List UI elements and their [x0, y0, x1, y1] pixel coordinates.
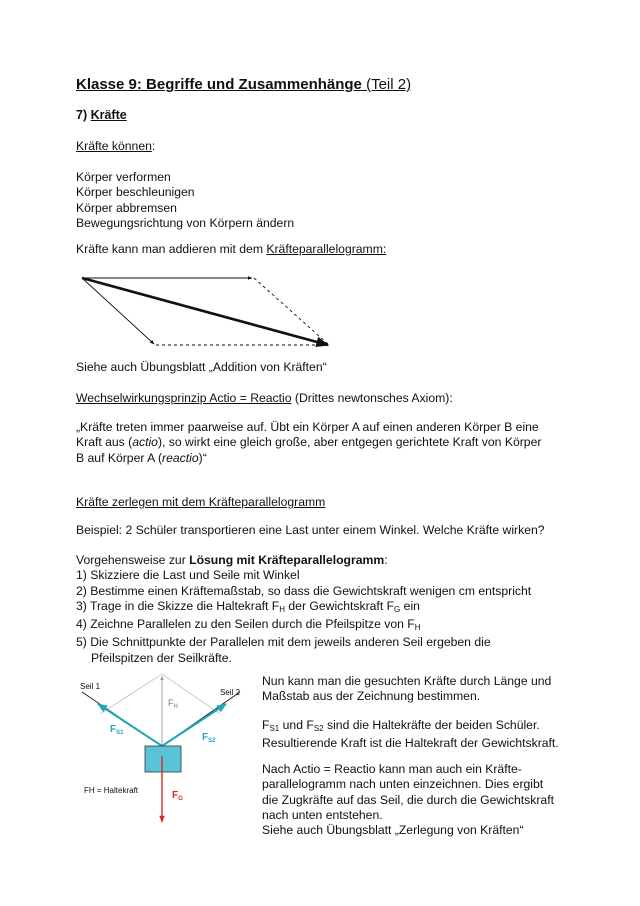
procedure-step: 2) Bestimme einen Kräftemaßstab, so dass die Gewichtskraft wenigen cm entspricht	[76, 583, 532, 598]
procedure-step	[76, 617, 531, 635]
label-seil-2: Seil 2	[220, 688, 241, 697]
step-subscript: G	[394, 604, 401, 614]
explanation-p3	[262, 762, 554, 838]
label-seil-1: Seil 1	[80, 682, 101, 691]
force-fs1-arrow	[98, 704, 162, 746]
explanation-line: Nach Actio = Reactio kann man auch ein Kräfte-	[262, 762, 522, 776]
addition-text	[76, 242, 386, 257]
diagram-legend: FH = Haltekraft	[84, 786, 139, 795]
load-box	[145, 746, 181, 772]
section-heading	[76, 108, 127, 122]
label-fg-sub: G	[178, 796, 183, 802]
decompose-heading: Kräfte zerlegen mit dem Kräfteparallelogramm	[76, 495, 326, 509]
interaction-heading	[76, 391, 453, 406]
explanation-line: Maßstab aus der Zeichnung bestimmen.	[262, 689, 481, 704]
quote-text: B auf Körper A (	[76, 450, 163, 465]
step-text: 4) Zeichne Parallelen zu den Seilen durch die Pfeilspitze von F	[76, 617, 415, 632]
section-label: Kräfte	[90, 108, 127, 122]
procedure-step	[76, 599, 531, 617]
quote-line	[76, 451, 541, 466]
quote-line	[76, 435, 541, 450]
step-text: der Gewichtskraft F	[285, 598, 395, 613]
capabilities-heading	[76, 139, 155, 154]
explanation-line: Nun kann man die gesuchten Kräfte durch Länge und	[262, 674, 552, 688]
quote-actio: actio	[132, 435, 158, 450]
label-fs1-sub: S1	[116, 730, 124, 736]
procedure-heading-text: Vorgehensweise zur	[76, 553, 190, 567]
capabilities-list	[76, 170, 294, 231]
decompose-example: Beispiel: 2 Schüler transportieren eine Last unter einem Winkel. Welche Kräfte wirken?	[76, 523, 545, 537]
force-fs2-arrow	[162, 704, 226, 746]
step-text: 3) Trage in die Skizze die Haltekraft F	[76, 598, 280, 613]
addition-link: Kräfteparallelogramm:	[266, 242, 387, 256]
label-fg	[172, 790, 183, 802]
interaction-heading-suffix: (Drittes newtonsches Axiom):	[291, 391, 453, 405]
explanation-text: F	[262, 718, 270, 732]
explanation-p1	[262, 674, 551, 705]
addition-text-body: Kräfte kann man addieren mit dem	[76, 242, 267, 256]
page-title-main: Klasse 9: Begriffe und Zusammenhänge	[76, 76, 362, 93]
quote-text: ), so wirkt eine gleich große, aber entgegen gerichtete Kraft von Körper	[157, 435, 542, 450]
step-text: ein	[400, 598, 420, 613]
interaction-heading-text: Wechselwirkungsprinzip Actio = Reactio	[76, 391, 292, 405]
label-fs2-sub: S2	[208, 738, 216, 744]
procedure	[76, 553, 531, 666]
procedure-step: 1) Skizziere die Last und Seile mit Winkel	[76, 568, 300, 583]
quote-reactio: reactio	[162, 450, 199, 465]
label-fh-letter: F	[168, 698, 174, 708]
label-fg-letter: F	[172, 790, 179, 801]
step-subscript: H	[279, 604, 285, 614]
page-title-suffix: (Teil 2)	[361, 76, 412, 93]
explanation-line: nach unten entstehen.	[262, 807, 383, 822]
parallel-line-1	[100, 674, 162, 714]
quote-line: „Kräfte treten immer paarweise auf. Übt ein Körper A auf einen anderen Körper B eine	[76, 420, 539, 434]
procedure-step: 5) Die Schnittpunkte der Parallelen mit dem jeweils anderen Seil ergeben die	[76, 635, 491, 650]
list-item: Körper beschleunigen	[76, 185, 195, 200]
label-fs1	[110, 724, 123, 736]
label-fh	[168, 698, 178, 710]
explanation-line: parallelogramm nach unten einzeichnen. Dies ergibt	[262, 777, 544, 792]
capabilities-heading-text: Kräfte können	[76, 139, 152, 153]
label-fh-sub: H	[173, 704, 178, 710]
procedure-heading-colon: :	[384, 553, 388, 567]
procedure-step-cont: Pfeilspitzen der Seilkräfte.	[91, 650, 232, 665]
quote-text: Kraft aus (	[76, 435, 133, 450]
explanation-text: und F	[279, 718, 314, 732]
explanation-line: die Zugkräfte auf das Seil, die durch die Gewichtskraft	[262, 792, 554, 807]
quote-text: )“	[198, 450, 207, 465]
explanation-subscript: S2	[313, 724, 324, 733]
explanation-line	[262, 718, 559, 736]
explanation-text: sind die Haltekräfte der beiden Schüler.	[323, 718, 540, 732]
explanation-line: Siehe auch Übungsblatt „Zerlegung von Kräften“	[262, 823, 524, 838]
procedure-heading-bold: Lösung mit Kräfteparallelogramm	[189, 553, 385, 567]
list-item: Körper abbremsen	[76, 200, 177, 215]
explanation-line: Resultierende Kraft ist die Haltekraft der Gewichtskraft.	[262, 736, 559, 751]
explanation-p2	[262, 718, 559, 752]
capabilities-colon: :	[151, 139, 156, 153]
list-item: Körper verformen	[76, 170, 171, 184]
label-fs2-letter: F	[202, 732, 209, 743]
addition-see-also: Siehe auch Übungsblatt „Addition von Kräften“	[76, 360, 327, 374]
step-subscript: H	[414, 623, 421, 633]
section-number: 7)	[76, 108, 91, 122]
interaction-quote	[76, 420, 541, 466]
list-item: Bewegungsrichtung von Körpern ändern	[76, 215, 295, 230]
label-fs1-letter: F	[110, 724, 117, 735]
label-fs2	[202, 732, 215, 744]
explanation-subscript: S1	[269, 724, 280, 733]
page-title	[76, 76, 411, 93]
procedure-heading	[76, 553, 531, 568]
parallelogram-figure	[76, 270, 336, 352]
